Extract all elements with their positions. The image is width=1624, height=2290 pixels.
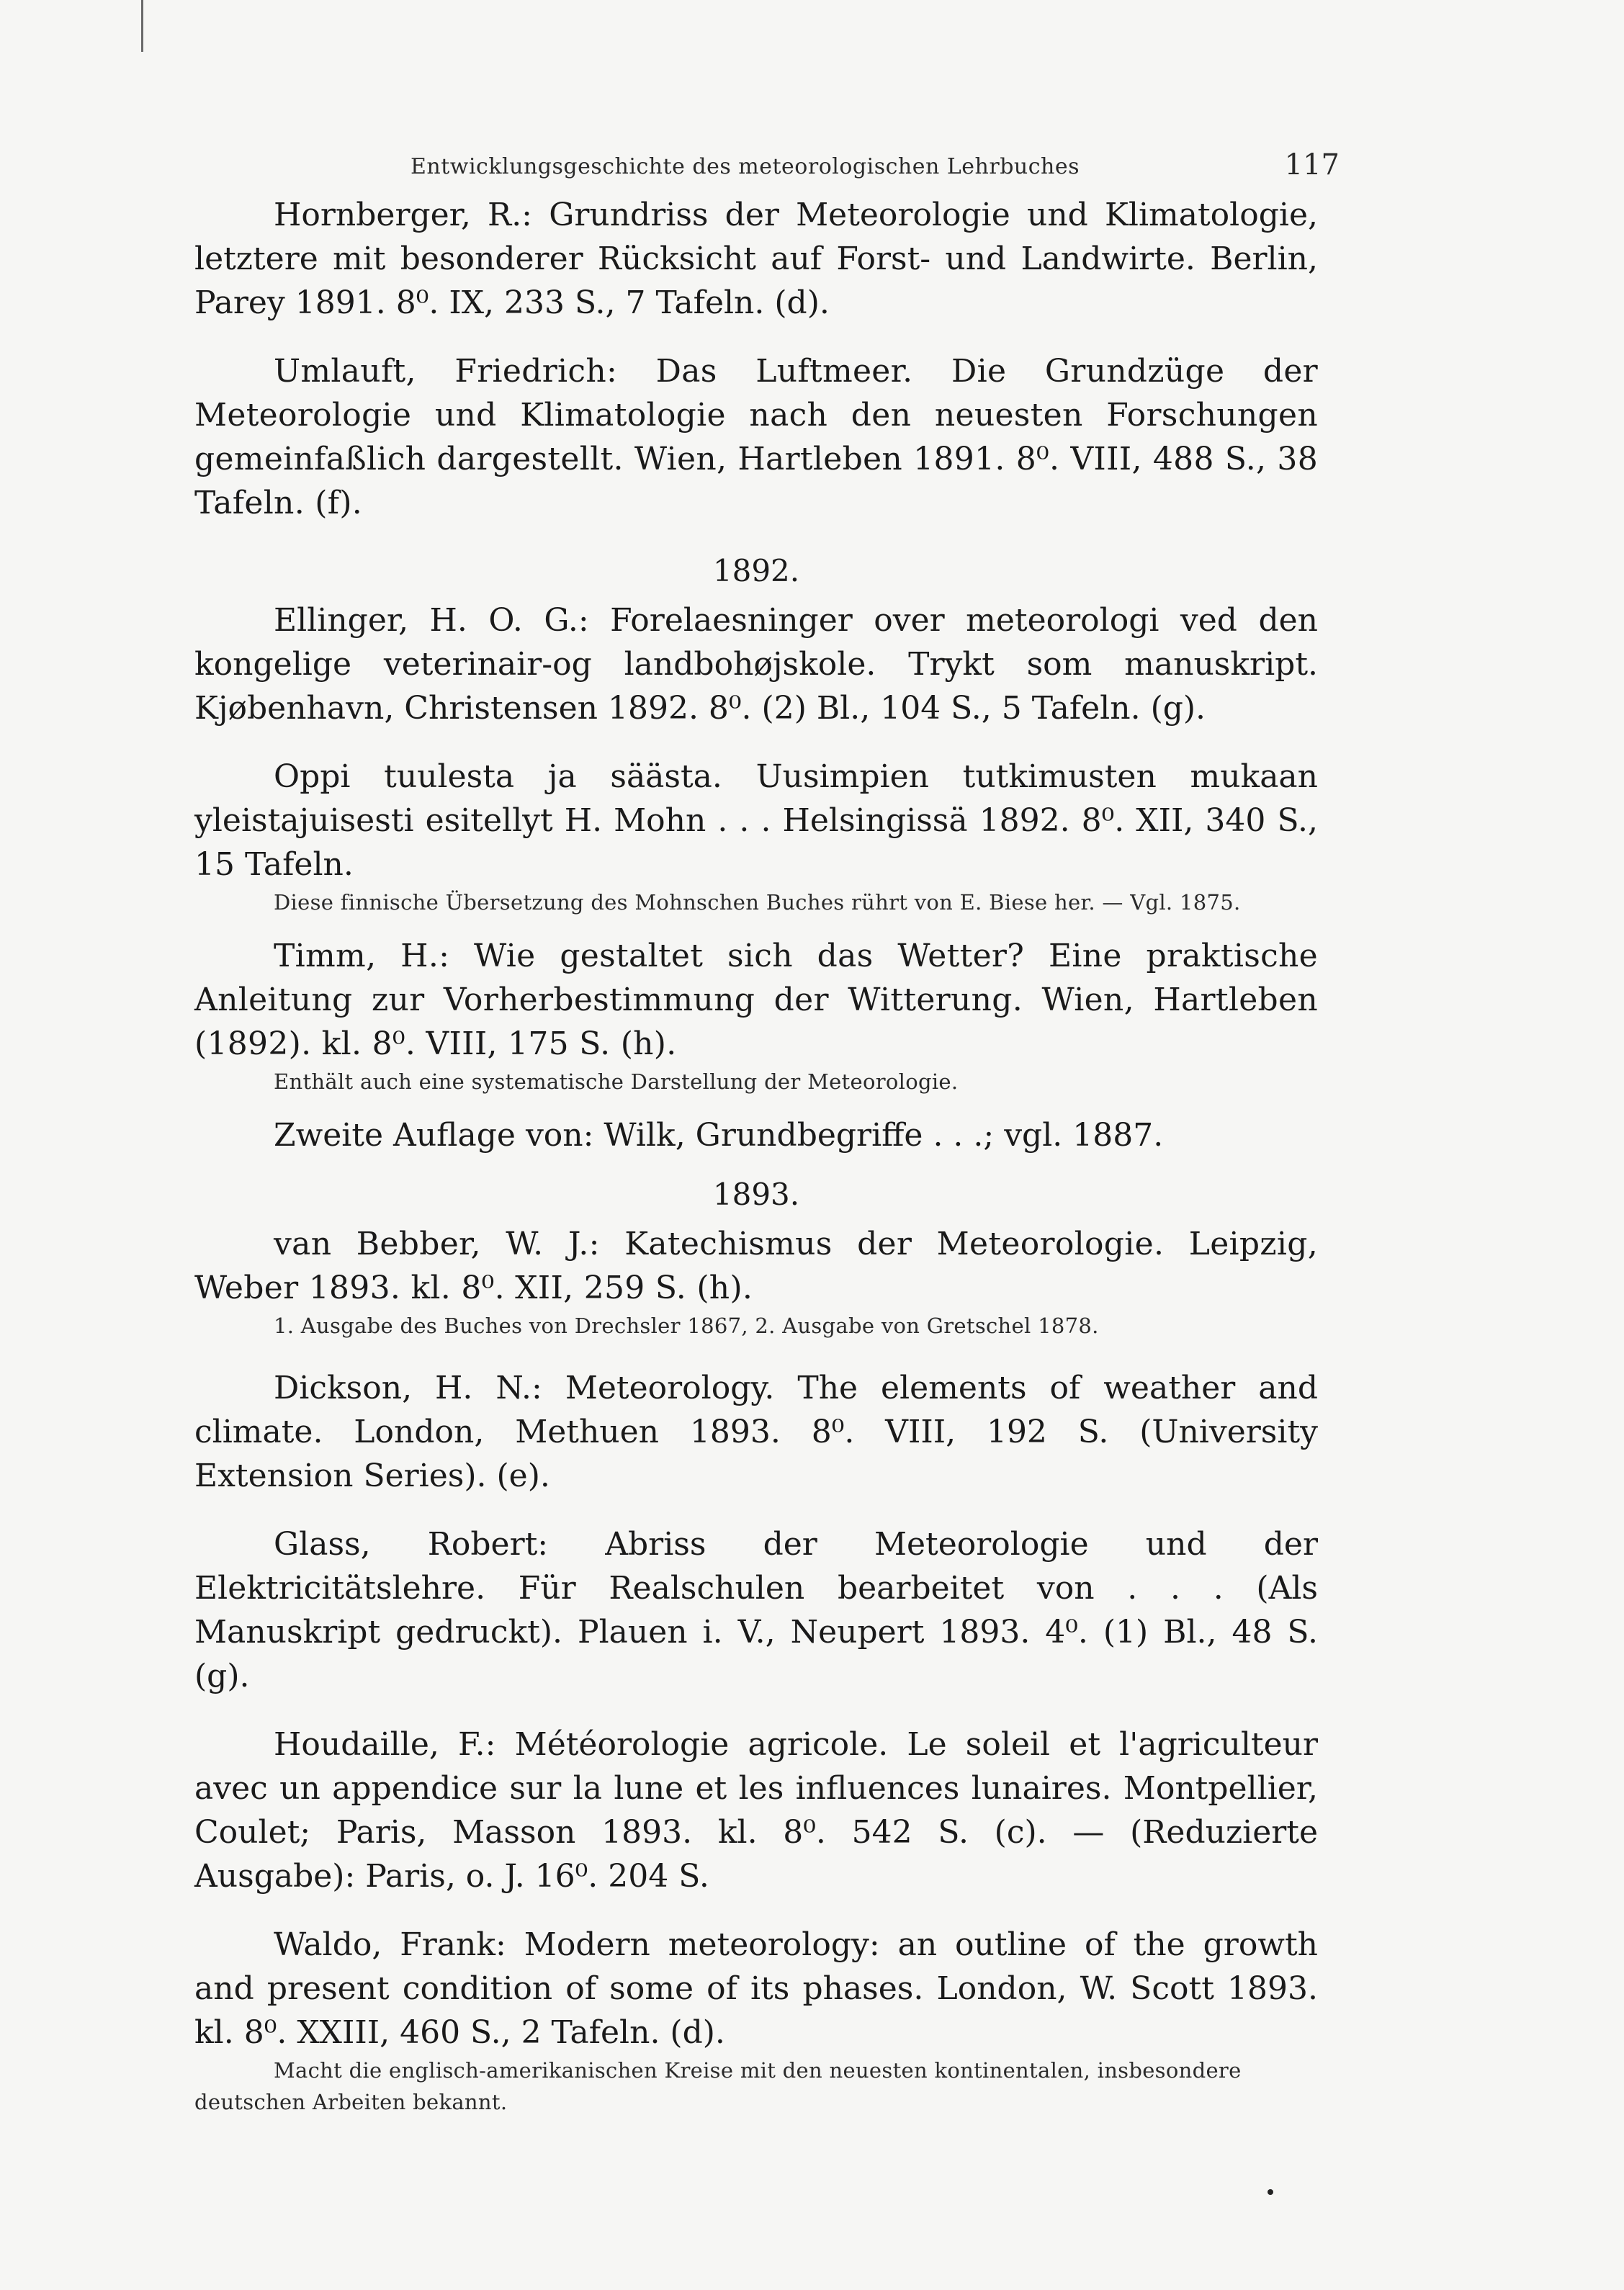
year-heading-1893: 1893.	[712, 1177, 800, 1212]
entry-note-timm: Enthält auch eine systematische Darstellung der Meteorologie.	[274, 1069, 959, 1094]
book-page	[194, 144, 1340, 2118]
bibliography-entry-ellinger: Ellinger, H. O. G.: Forelaesninger over meteorologi ved den kongelige veterinair-og landbohøjskole. Trykt som manuskript. Kjøbenhavn, Christensen 1892. 8⁰. (2) Bl., 104 S., 5 Tafeln. (g).	[194, 602, 1318, 727]
bibliography-entry-zweite-auflage: Zweite Auflage von: Wilk, Grundbegriffe . . .; vgl. 1887.	[274, 1117, 1164, 1154]
bibliography-entry-umlauft: Umlauft, Friedrich: Das Luftmeer. Die Grundzüge der Meteorologie und Klimatologie nach den neuesten Forschungen gemeinfaßlich dargestellt. Wien, Hartleben 1891. 8⁰. VIII, 488 S., 38 Tafeln. (f).	[194, 353, 1318, 521]
bibliography-entry-van-bebber: van Bebber, W. J.: Katechismus der Meteorologie. Leipzig, Weber 1893. kl. 8⁰. XII, 259 S. (h).	[194, 1226, 1318, 1306]
bibliography-entry-hornberger: Hornberger, R.: Grundriss der Meteorologie und Klimatologie, letztere mit besonderer Rücksicht auf Forst- und Landwirte. Berlin, Parey 1891. 8⁰. IX, 233 S., 7 Tafeln. (d).	[194, 197, 1318, 321]
running-header	[194, 144, 1340, 187]
bibliography-entry-houdaille: Houdaille, F.: Météorologie agricole. Le soleil et l'agriculteur avec un appendice sur la lune et les influences lunaires. Montpellier, Coulet; Paris, Masson 1893. kl. 8⁰. 542 S. (c). — (Reduzierte Ausgabe): Paris, o. J. 16⁰. 204 S.	[194, 1726, 1318, 1895]
bibliography-entry-dickson: Dickson, H. N.: Meteorology. The elements of weather and climate. London, Methuen 1893. 8⁰. VIII, 192 S. (University Extension Series). (e).	[194, 1370, 1318, 1494]
ink-speck	[1268, 2189, 1273, 2195]
page-number: 117	[1284, 148, 1340, 181]
entry-note-waldo: Macht die englisch-amerikanischen Kreise mit den neuesten kontinentalen, insbesondere deutschen Arbeiten bekannt.	[194, 2058, 1242, 2114]
bibliography-entry-timm: Timm, H.: Wie gestaltet sich das Wetter? Eine praktische Anleitung zur Vorherbestimmung der Witterung. Wien, Hartleben (1892). kl. 8⁰. VIII, 175 S. (h).	[194, 938, 1318, 1062]
scan-edge-mark	[141, 0, 143, 52]
year-heading-1892: 1892.	[712, 553, 800, 588]
running-title: Entwicklungsgeschichte des meteorologischen Lehrbuches	[411, 154, 1080, 179]
bibliography-entry-oppi: Oppi tuulesta ja säästa. Uusimpien tutkimusten mukaan yleistajuisesti esitellyt H. Mohn . . . Helsingissä 1892. 8⁰. XII, 340 S., 15 Tafeln.	[194, 758, 1318, 883]
entry-note-oppi: Diese finnische Übersetzung des Mohnschen Buches rührt von E. Biese her. — Vgl. 1875.	[274, 890, 1241, 915]
bibliography-entry-glass: Glass, Robert: Abriss der Meteorologie und der Elektricitätslehre. Für Realschulen bearbeitet von . . . (Als Manuskript gedruckt). Plauen i. V., Neupert 1893. 4⁰. (1) Bl., 48 S. (g).	[194, 1526, 1318, 1694]
entry-note-van-bebber: 1. Ausgabe des Buches von Drechsler 1867, 2. Ausgabe von Gretschel 1878.	[274, 1314, 1099, 1338]
bibliography-entry-waldo: Waldo, Frank: Modern meteorology: an outline of the growth and present condition of some of its phases. London, W. Scott 1893. kl. 8⁰. XXIII, 460 S., 2 Tafeln. (d).	[194, 1926, 1318, 2051]
